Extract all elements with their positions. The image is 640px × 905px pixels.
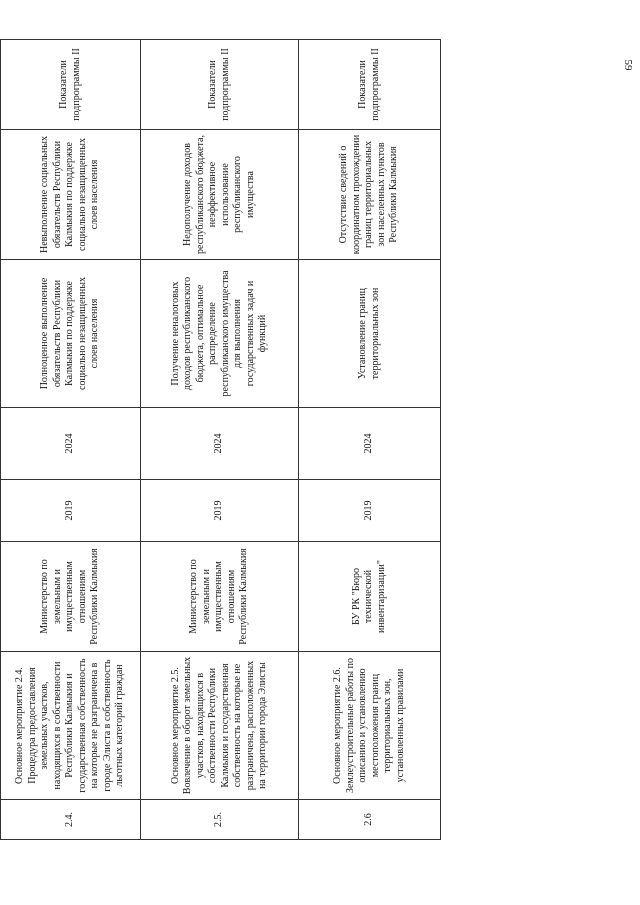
row-number: 2.6 [299,800,441,840]
expected-result: Установление границ территориальных зон [299,260,441,408]
start-year: 2019 [141,480,299,542]
end-year: 2024 [1,408,141,480]
responsible-organization: Министерство по земельным и имущественным отношениям Республики Калмыкия [141,542,299,652]
end-year: 2024 [141,408,299,480]
rotated-table-container [0,40,440,840]
non-implementation-consequence: Отсутствие сведений о координатном прохождении границ территориальных зон населенных пунктов Республики Калмыкия [299,130,441,260]
measure-description: Основное мероприятие 2.5. Вовлечение в оборот земельных участков, находящихся в собственности Республики Калмыкия и государственная собственность на которые не разграничена, расположенных на территории города Элисты [141,652,299,800]
responsible-organization: БУ РК "Бюро технической инвентаризации" [299,542,441,652]
page-number: 59 [622,59,634,71]
non-implementation-consequence: Недополучение доходов республиканского бюджета, неэффективное использование республиканского имущества [141,130,299,260]
table-row [141,40,299,840]
start-year: 2019 [299,480,441,542]
expected-result: Полноценное выполнение обязательств Республики Калмыкия по поддержке социально незащищенных слоев населения [1,260,141,408]
end-year: 2024 [299,408,441,480]
table-row [1,40,141,840]
table-row [299,40,441,840]
indicator-link: Показатели подпрограммы II [1,40,141,130]
indicator-link: Показатели подпрограммы II [141,40,299,130]
measure-description: Основное мероприятие 2.6. Землеустроительные работы по описанию и установлению местоположения границ территориальных зон, установленных правилами [299,652,441,800]
indicator-link: Показатели подпрограммы II [299,40,441,130]
measures-table [0,39,441,840]
row-number: 2.4. [1,800,141,840]
non-implementation-consequence: Невыполнение социальных обязательств Республики Калмыкия по поддержке социально незащищенных слоев населения [1,130,141,260]
row-number: 2.5. [141,800,299,840]
start-year: 2019 [1,480,141,542]
expected-result: Получение неналоговых доходов республиканского бюджета, оптимальное распределение республиканского имущества для выполнения государственных задач и функций [141,260,299,408]
measure-description: Основное мероприятие 2.4. Процедура предоставления земельных участков, находящихся в собственности Республики Калмыкия и государственная собственность на которые не разграничена в городе Элиста в собственность льготных категорий граждан [1,652,141,800]
responsible-organization: Министерство по земельным и имущественным отношениям Республики Калмыкия [1,542,141,652]
